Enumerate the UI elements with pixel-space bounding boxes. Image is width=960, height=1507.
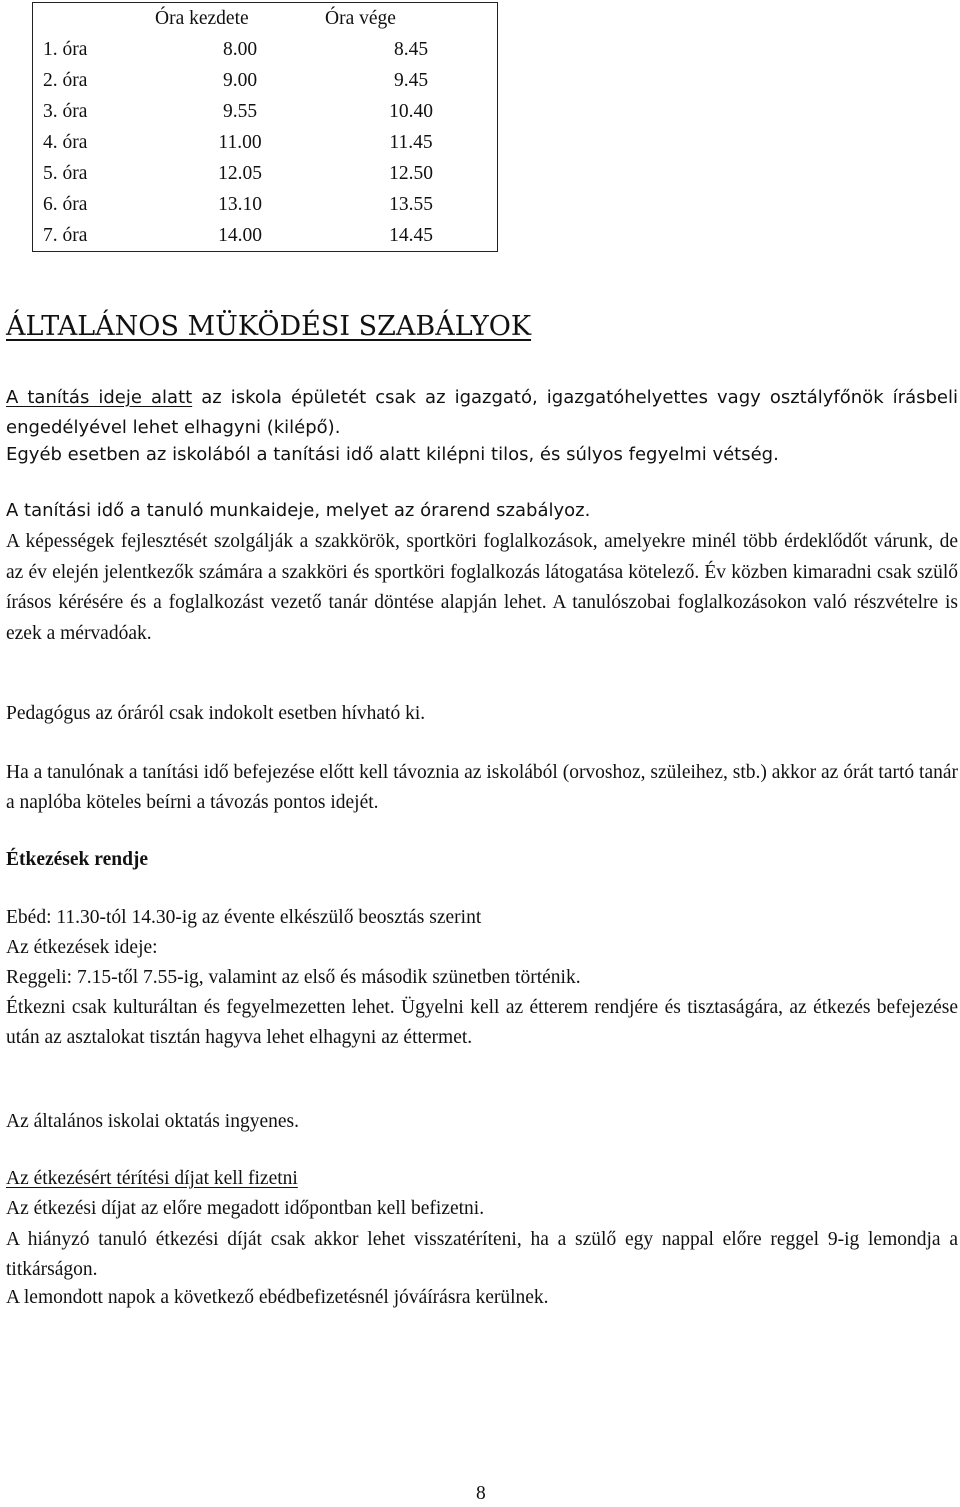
section-title: ÁLTALÁNOS MÜKÖDÉSI SZABÁLYOK [6, 311, 532, 342]
start-cell: 13.10 [218, 194, 262, 215]
table-row [33, 96, 498, 127]
page-number: 8 [476, 1483, 486, 1504]
lesson-cell: 1. óra [43, 39, 88, 60]
fee-refund: A hiányzó tanuló étkezési díját csak akkor lehet visszatéríteni, ha a szülő egy nappal előre reggel 9-ig lemondja a titkárságon. [6, 1229, 958, 1280]
header-cell [33, 3, 156, 35]
meal-conduct: Étkezni csak kulturáltan és fegyelmezetten lehet. Ügyelni kell az étterem rendjére és tisztaságára, az étkezés befejezése után az asztalokat tisztán hagyva lehet elhagyni az éttermet. [6, 997, 958, 1048]
paragraph-working-time: A tanítási idő a tanuló munkaideje, melyet az órarend szabályoz. [6, 500, 591, 521]
underlined-phrase: A tanítás ideje alatt [6, 387, 193, 408]
table-row [33, 65, 498, 96]
start-cell: 11.00 [218, 132, 262, 153]
lesson-cell: 4. óra [43, 132, 88, 153]
start-cell: 9.00 [222, 70, 258, 91]
table-row [33, 127, 498, 158]
paragraph-early-leave: Ha a tanulónak a tanítási idő befejezése előtt kell távoznia az iskolából (orvoshoz, szüleihez, stb.) akkor az órát tartó tanár a naplóba köteles beírni a távozás pontos idejét. [6, 762, 958, 813]
lesson-schedule-table [32, 2, 498, 252]
lesson-cell: 2. óra [43, 70, 88, 91]
table-header-row [33, 3, 498, 35]
fee-credit: A lemondott napok a következő ebédbefizetésnél jóváírásra kerülnek. [6, 1287, 549, 1308]
paragraph-extracurricular: A képességek fejlesztését szolgálják a szakkörök, sportköri foglalkozások, amelyekre minél több érdeklődőt várunk, de az év elején jelentkezők számára a szakköri és sportköri foglalkozás látogatása kötelező. Év közben kimaradni csak szülő írásos kérésére és a foglalkozást vezető tanár döntése alapján lehet. A tanulószobai foglalkozásokon való részvételre is ezek a mérvadóak. [6, 531, 958, 644]
lesson-cell: 6. óra [43, 194, 88, 215]
header-cell: Óra vége [325, 8, 396, 29]
end-cell: 10.40 [389, 101, 433, 122]
paragraph-text: az iskola épületét csak az igazgató, igazgatóhelyettes vagy osztályfőnök írásbeli engedélyével lehet elhagyni (kilépő). [6, 387, 958, 438]
meal-times-label: Az étkezések ideje: [6, 937, 158, 958]
end-cell: 11.45 [389, 132, 433, 153]
table-row [33, 220, 498, 252]
table-row [33, 189, 498, 220]
end-cell: 12.50 [389, 163, 433, 184]
paragraph-teacher-call: Pedagógus az óráról csak indokolt esetben hívható ki. [6, 703, 426, 724]
end-cell: 14.45 [389, 225, 433, 246]
free-education: Az általános iskolai oktatás ingyenes. [6, 1111, 299, 1132]
lesson-cell: 7. óra [43, 225, 88, 246]
fee-payment: Az étkezési díjat az előre megadott időpontban kell befizetni. [6, 1198, 485, 1219]
paragraph-leaving-rules [6, 383, 958, 442]
table-row [33, 34, 498, 65]
lesson-cell: 5. óra [43, 163, 88, 184]
header-cell: Óra kezdete [155, 8, 249, 29]
start-cell: 12.05 [218, 163, 262, 184]
start-cell: 8.00 [222, 39, 258, 60]
end-cell: 13.55 [389, 194, 433, 215]
fee-heading: Az étkezésért térítési díjat kell fizetni [6, 1168, 298, 1189]
paragraph-prohibition: Egyéb esetben az iskolából a tanítási idő alatt kilépni tilos, és súlyos fegyelmi vétség. [6, 444, 779, 465]
start-cell: 9.55 [222, 101, 258, 122]
meal-breakfast: Reggeli: 7.15-től 7.55-ig, valamint az első és második szünetben történik. [6, 967, 581, 988]
meal-lunch: Ebéd: 11.30-tól 14.30-ig az évente elkészülő beosztás szerint [6, 907, 482, 928]
end-cell: 9.45 [393, 70, 429, 91]
start-cell: 14.00 [218, 225, 262, 246]
table-row [33, 158, 498, 189]
lesson-cell: 3. óra [43, 101, 88, 122]
meals-heading: Étkezések rendje [6, 849, 149, 870]
end-cell: 8.45 [393, 39, 429, 60]
